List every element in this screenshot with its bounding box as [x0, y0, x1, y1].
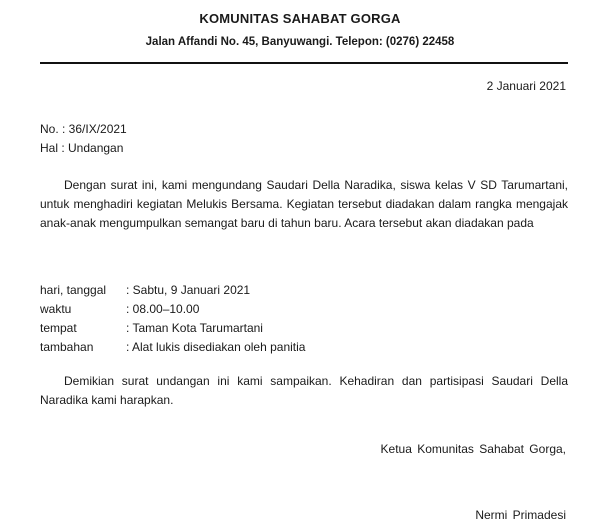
signatory-title: Ketua Komunitas Sahabat Gorga, [380, 442, 566, 456]
detail-value: : Taman Kota Tarumartani [126, 321, 263, 335]
detail-value: : Sabtu, 9 Januari 2021 [126, 283, 250, 297]
closing-text: Demikian surat undangan ini kami sampaikan. Kehadiran dan partisipasi Saudari Della Naradika kami harapkan. [40, 374, 568, 407]
detail-value: : 08.00–10.00 [126, 302, 199, 316]
opening-text: Dengan surat ini, kami mengundang Saudari Della Naradika, siswa kelas V SD Tarumartani, untuk menghadiri kegiatan Melukis Bersama. Kegiatan tersebut diadakan dalam rangka mengajak anak-anak mengumpulkan semangat baru di tahun baru. Acara tersebut akan diadakan pada [40, 178, 568, 230]
closing-paragraph [40, 372, 568, 410]
letterhead-org-name: KOMUNITAS SAHABAT GORGA [199, 11, 401, 26]
detail-label: hari, tanggal [40, 283, 107, 297]
letter-subject: Hal : Undangan [40, 141, 124, 155]
detail-label: waktu [40, 302, 72, 316]
detail-value: : Alat lukis disediakan oleh panitia [126, 340, 305, 354]
letter-number: No. : 36/IX/2021 [40, 122, 127, 136]
detail-label: tambahan [40, 340, 94, 354]
letter-date: 2 Januari 2021 [486, 79, 566, 93]
opening-paragraph [40, 176, 568, 233]
letterhead-address: Jalan Affandi No. 45, Banyuwangi. Telepon: (0276) 22458 [145, 36, 455, 48]
letterhead-divider [40, 62, 568, 64]
detail-label: tempat [40, 321, 77, 335]
signatory-name: Nermi Primadesi [475, 508, 566, 522]
